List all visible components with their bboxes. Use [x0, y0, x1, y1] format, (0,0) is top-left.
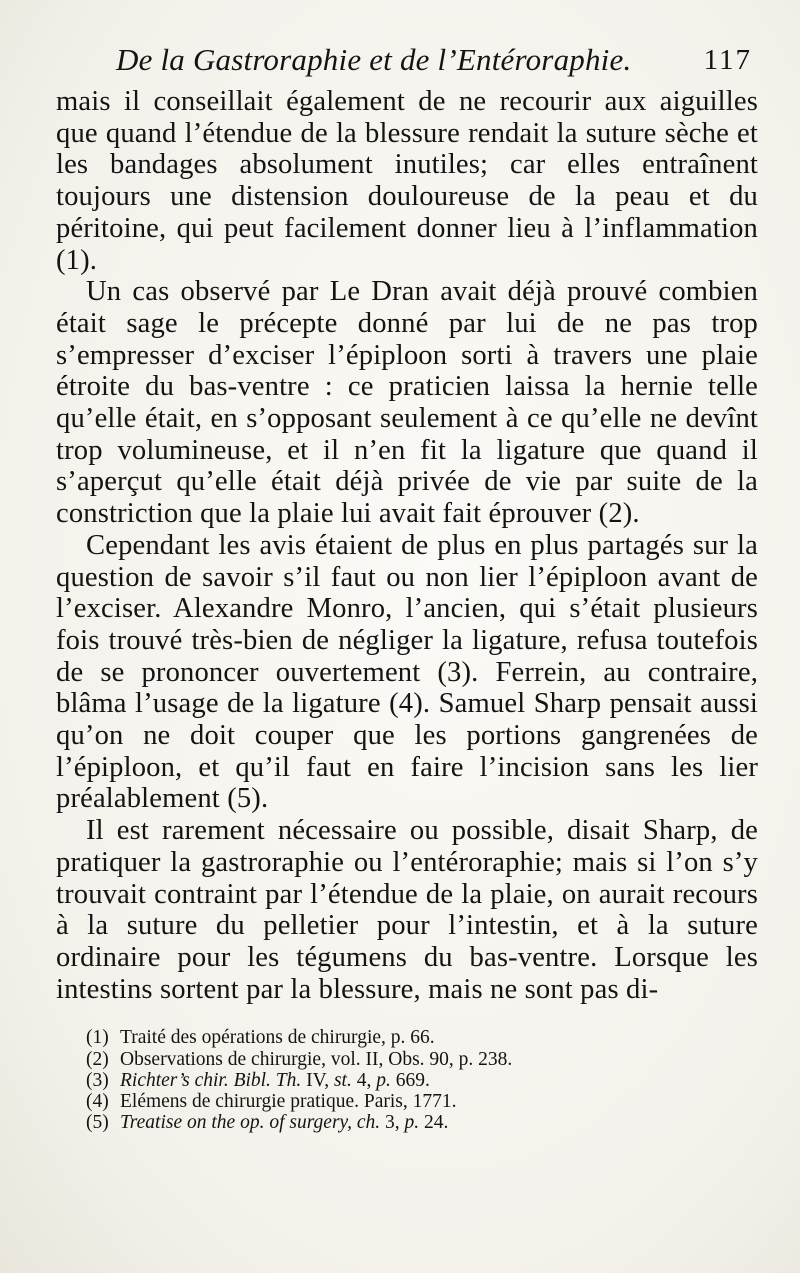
footnote-text: Treatise on the op. of surgery, ch. — [120, 1112, 381, 1134]
footnote-text: p. — [404, 1112, 420, 1134]
footnote-number: (3) — [86, 1069, 109, 1091]
footnote-number: (1) — [86, 1027, 109, 1049]
running-head — [56, 38, 758, 82]
footnote-text: 4, — [351, 1069, 377, 1091]
page-number: 117 — [703, 44, 752, 76]
footnote-text: Traité des opérations de chirurgie, p. 66. — [120, 1027, 435, 1049]
footnote-number: (4) — [86, 1091, 109, 1112]
body-text — [56, 86, 758, 1005]
running-title: De la Gastroraphie et de l’Entéroraphie. — [116, 42, 632, 77]
footnote-text: st. — [333, 1069, 352, 1091]
footnote-text: Elémens de chirurgie pratique. Paris, 1771. — [120, 1091, 457, 1112]
footnote — [86, 1112, 758, 1133]
footnote — [86, 1027, 758, 1048]
paragraph-3: Cependant les avis étaient de plus en plus partagés sur la question de savoir s’il faut ou non lier l’épiploon avant de l’exciser. Alexandre Monro, l’ancien, qui s’était plusieurs fois trouvé très-bien de négliger la ligature, refusa toutefois de se prononcer ouvertement (3). Ferrein, au contraire, blâma l’usage de la ligature (4). Samuel Sharp pensait aussi qu’on ne doit couper que les portions gangrenées de l’épiploon, et qu’il faut en faire l’incision sans les lier préalablement (5). — [56, 529, 758, 815]
footnote-text: p. — [376, 1069, 391, 1091]
footnote-text: 669. — [390, 1069, 430, 1091]
paragraph-2: Un cas observé par Le Dran avait déjà prouvé combien était sage le précepte donné par lui de ne pas trop s’empresser d’exciser l’épiploon sorti à travers une plaie étroite du bas-ventre : ce praticien laissa la hernie telle qu’elle était, en s’opposant seulement à ce qu’elle ne devînt trop volumineuse, et il n’en fit la ligature que quand il s’aperçut qu’elle était déjà privée de vie par suite de la constriction que la plaie lui avait fait éprouver (2). — [56, 276, 758, 530]
footnote-number: (5) — [86, 1112, 109, 1134]
footnotes — [56, 1027, 758, 1133]
paragraph-4: Il est rarement nécessaire ou possible, disait Sharp, de pratiquer la gastroraphie ou l’entéroraphie; mais si l’on s’y trouvait contraint par l’étendue de la plaie, on aurait recours à la suture du pelletier pour l’intestin, et à la suture ordinaire pour les tégumens du bas-ventre. Lorsque les intestins sortent par la blessure, mais ne sont pas di- — [56, 815, 758, 1005]
footnote-text: 3, — [380, 1112, 405, 1134]
footnote-text: 24. — [419, 1112, 449, 1134]
footnote-text: Observations de chirurgie, vol. II, Obs. 90, p. 238. — [120, 1048, 513, 1070]
footnote — [86, 1049, 758, 1070]
footnote-text: Richter’s chir. Bibl. Th. — [120, 1069, 302, 1091]
paragraph-1: mais il conseillait également de ne recourir aux aiguilles que quand l’étendue de la blessure rendait la suture sèche et les bandages absolument inutiles; car elles entraînent toujours une distension douloureuse de la peau et du péritoine, qui peut facilement donner lieu à l’inflammation (1). — [56, 86, 758, 276]
footnote — [86, 1070, 758, 1091]
footnote-number: (2) — [86, 1048, 109, 1070]
footnote — [86, 1091, 758, 1112]
footnote-text: IV, — [301, 1069, 334, 1091]
